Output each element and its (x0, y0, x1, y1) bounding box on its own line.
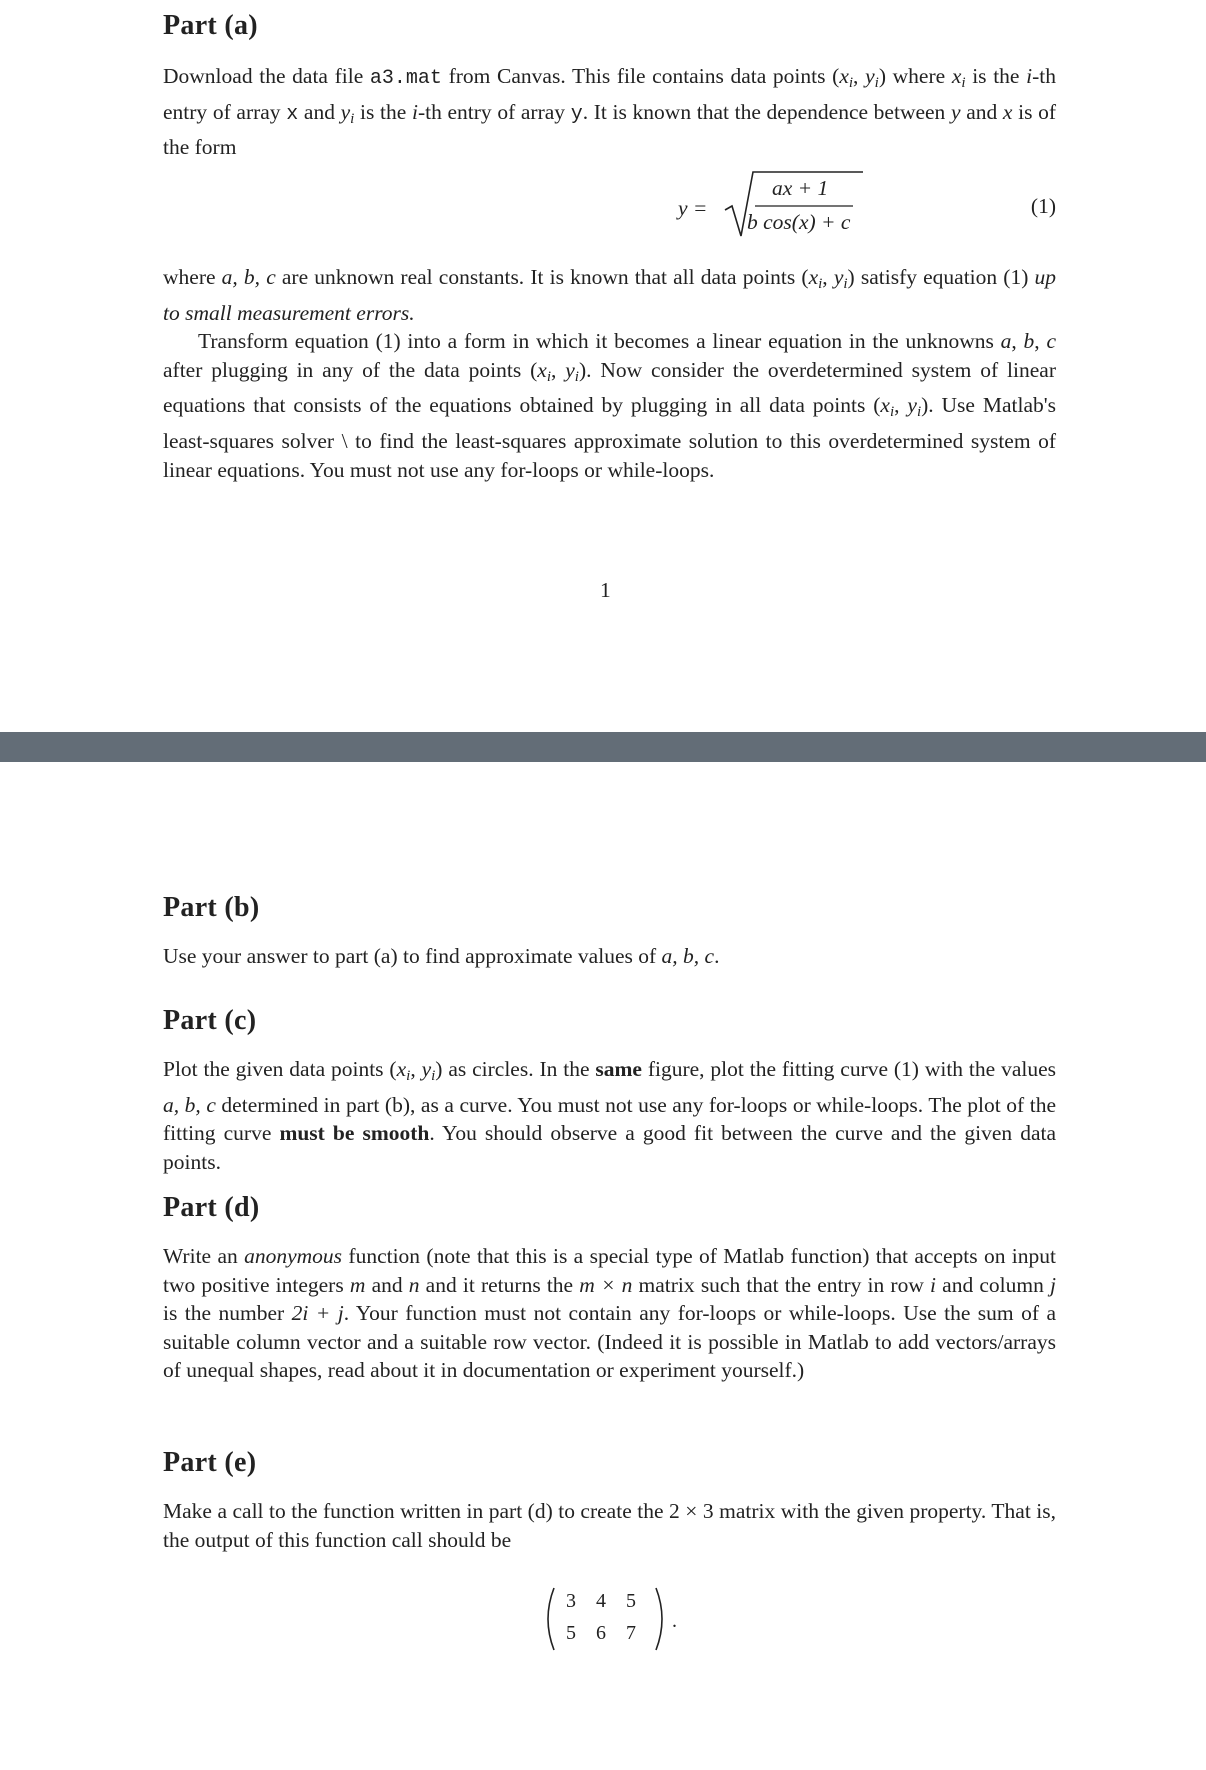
matrix-cell: 5 (566, 1622, 576, 1644)
part-c-heading: Part (c) (163, 1005, 257, 1036)
part-a-paragraph-1: Download the data file a3.mat from Canvas. This file contains data points ($x_i$, $y_i$) where $x_i$ is the i-th entry of array x and $y_i$ is the i-th entry of array y. It is known that the dependence between y and x is of the form (163, 64, 1057, 160)
page-1 (0, 0, 1206, 732)
part-d-text: Write an anonymous function (note that this is a special type of Matlab function) that accepts on input two positive integers m and n and it returns the m × n matrix such that the entry in row i and column j is the number 2i + j. Your function must not contain any for-loops or while-loops. Use the sum of a suitable column vector and a suitable row vector. (Indeed it is possible in Matlab to add vectors/arrays of unequal shapes, read about it in documentation or experiment yourself.) (163, 1244, 1056, 1383)
equation-denominator: b cos(x) + c (747, 210, 851, 234)
matrix-cell: 5 (626, 1590, 636, 1612)
page-divider (0, 732, 1206, 762)
matrix-cell: 6 (596, 1622, 606, 1644)
part-b-text: Use your answer to part (a) to find approximate values of a, b, c. (163, 944, 720, 968)
equation-numerator: ax + 1 (772, 176, 829, 200)
page-number: 1 (600, 578, 611, 602)
part-a-heading: Part (a) (163, 10, 258, 41)
equation-lhs: y = (678, 196, 708, 220)
result-matrix (540, 1584, 680, 1654)
part-e-text: Make a call to the function written in part (d) to create the 2 × 3 matrix with the given property. That is, the output of this function call should be (163, 1499, 1056, 1552)
part-b-heading: Part (b) (163, 892, 260, 923)
part-e-heading: Part (e) (163, 1447, 257, 1478)
matrix-cell: 4 (596, 1590, 606, 1612)
part-d-heading: Part (d) (163, 1192, 260, 1223)
matrix-period: . (672, 1610, 677, 1632)
equation-1 (163, 166, 1056, 246)
part-a-paragraph-2: where a, b, c are unknown real constants. It is known that all data points ($x_i$, $y_i$) satisfy equation (1) up to small measurement errors. Transform equation (1) into a form in which it becomes a linear equation in the unknowns a, b, c after plugging in any of the data points ($x_i$, $y_i$). Now consider the overdetermined system of linear equations that consists of the equations obtained by plugging in all data points ($x_i$, $y_i$). Use Matlab's least-squares solver \ to find the least-squares approximate solution to this overdetermined system of linear equations. You must not use any for-loops or while-loops. (163, 265, 1056, 482)
matrix-cell: 7 (626, 1622, 636, 1644)
page-2 (0, 762, 1206, 1770)
matrix-brackets (540, 1584, 680, 1654)
matrix-cell: 3 (566, 1590, 576, 1612)
part-c-text: Plot the given data points ($x_i$, $y_i$) as circles. In the same figure, plot the fitting curve (1) with the values a, b, c determined in part (b), as a curve. You must not use any for-loops or while-loops. The plot of the fitting curve must be smooth. You should observe a good fit between the curve and the given data points. (163, 1057, 1057, 1174)
equation-label: (1) (1030, 194, 1056, 218)
